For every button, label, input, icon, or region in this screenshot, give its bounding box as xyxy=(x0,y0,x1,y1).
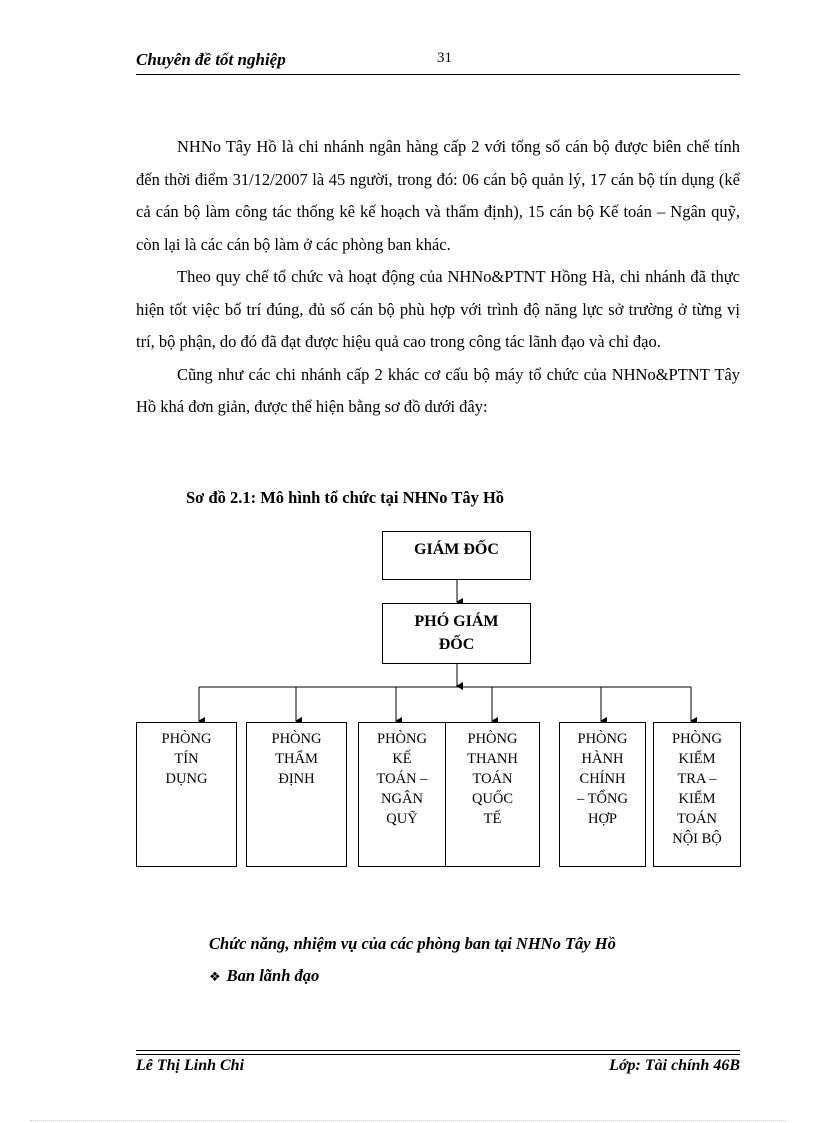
dept-line: THẨM xyxy=(275,751,318,767)
dept-line: PHÒNG xyxy=(577,731,628,747)
footer-class: Lớp: Tài chính 46B xyxy=(609,1057,740,1074)
dept-line: TÍN xyxy=(174,751,199,767)
paragraph: NHNo Tây Hồ là chi nhánh ngân hàng cấp 2 với tổng số cán bộ được biên chế tính đến thời điểm 31/12/2007 là 45 người, trong đó: 06 cán bộ quản lý, 17 cán bộ tín dụng (kể cả cán bộ làm công tác thống kê kế hoạch và thẩm định), 15 cán bộ Kế toán – Ngân quỹ, còn lại là các cán bộ làm ở các phòng ban khác. xyxy=(136,137,740,254)
dept-line: TẾ xyxy=(483,811,502,827)
dept-line: KẾ xyxy=(392,751,412,767)
dept-line: CHÍNH xyxy=(579,771,626,787)
footer-rule xyxy=(136,1054,740,1055)
bullet-item xyxy=(209,966,319,986)
box-dept-admin xyxy=(559,722,646,867)
bullet-item-label: Ban lãnh đạo xyxy=(226,966,320,985)
box-director xyxy=(382,531,531,580)
page-number: 31 xyxy=(437,50,452,66)
box-dept-credit xyxy=(136,722,237,867)
footer-rule xyxy=(136,1050,740,1051)
dept-line: – TỔNG xyxy=(577,791,628,807)
dept-line: PHÒNG xyxy=(467,731,518,747)
box-deputy-line: ĐỐC xyxy=(438,636,475,653)
footer-author: Lê Thị Linh Chi xyxy=(136,1057,245,1074)
dept-line: TRA – xyxy=(677,771,717,787)
dept-line: DỤNG xyxy=(165,771,208,787)
dept-line: PHÒNG xyxy=(271,731,322,747)
dept-line: TOÁN xyxy=(472,771,513,787)
diagram-title: Sơ đồ 2.1: Mô hình tổ chức tại NHNo Tây Hồ xyxy=(186,488,505,507)
page-edge xyxy=(30,1120,786,1121)
dept-line: KIỂM xyxy=(678,791,716,807)
dept-line: PHÒNG xyxy=(672,731,722,747)
dept-line: PHÒNG xyxy=(161,731,212,747)
paragraph: Cũng như các chi nhánh cấp 2 khác cơ cấu bộ máy tổ chức của NHNo&PTNT Tây Hồ khá đơn giản, được thể hiện bằng sơ đồ dưới đây: xyxy=(136,364,740,416)
dept-line: QUỸ xyxy=(386,811,418,827)
dept-line: THANH xyxy=(467,751,518,767)
dept-line: TOÁN – xyxy=(376,771,428,787)
header-title: Chuyên đề tốt nghiệp xyxy=(136,50,286,69)
box-director-label: GIÁM ĐỐC xyxy=(414,541,499,558)
box-dept-appraisal xyxy=(246,722,347,867)
box-dept-intl-payment xyxy=(445,722,540,867)
dept-line: NỘI BỘ xyxy=(672,831,722,847)
dept-line: ĐỊNH xyxy=(278,771,315,787)
diamond-bullet-icon: ❖ xyxy=(209,970,221,985)
dept-line: HỢP xyxy=(587,811,617,827)
box-dept-internal-audit xyxy=(653,722,741,867)
section-heading: Chức năng, nhiệm vụ của các phòng ban tại NHNo Tây Hồ xyxy=(209,934,616,953)
box-dept-accounting xyxy=(358,722,446,867)
box-deputy-director xyxy=(382,603,531,664)
dept-line: TOÁN xyxy=(676,811,717,827)
dept-line: KIỂM xyxy=(678,751,716,767)
dept-line: HÀNH xyxy=(581,751,624,767)
box-deputy-line: PHÓ GIÁM xyxy=(414,613,499,630)
paragraph: Theo quy chế tổ chức và hoạt động của NHNo&PTNT Hồng Hà, chi nhánh đã thực hiện tốt việc bố trí đúng, đủ số cán bộ phù hợp với trình độ năng lực sở trường ở từng vị trí, bộ phận, do đó đã đạt được hiệu quả cao trong công tác lãnh đạo và chỉ đạo. xyxy=(136,267,740,351)
dept-line: PHÒNG xyxy=(377,731,427,747)
dept-line: NGÂN xyxy=(381,791,423,807)
dept-line: QUỐC xyxy=(471,791,514,807)
